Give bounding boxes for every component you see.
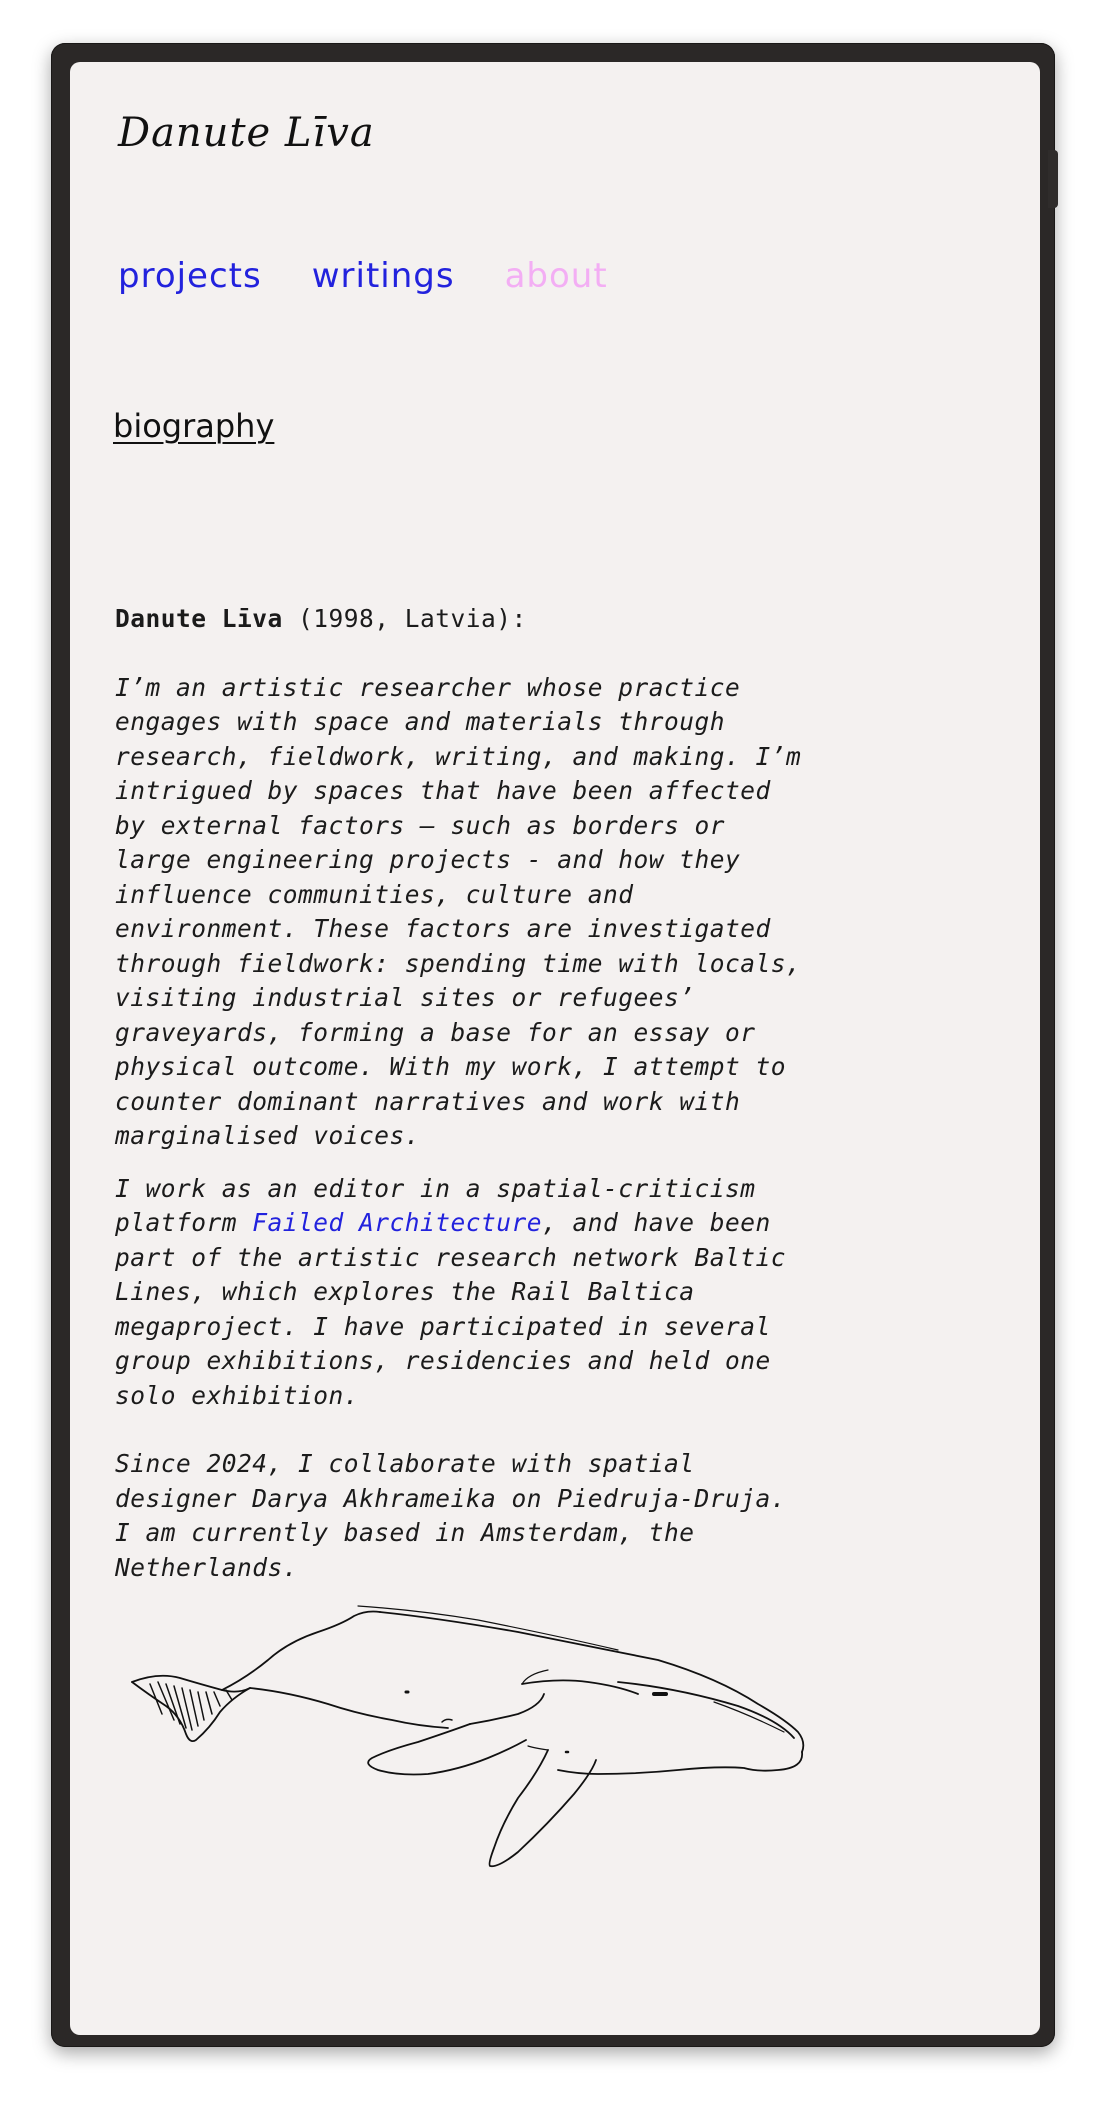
biography-paragraph-2 <box>115 1172 815 1414</box>
biography-text <box>115 602 815 1585</box>
nav-projects[interactable]: projects <box>118 256 262 296</box>
browser-viewport[interactable] <box>70 62 1040 2035</box>
nav-about[interactable]: about <box>504 256 608 296</box>
biography-heading: biography <box>113 407 275 445</box>
paragraph-3-line-1: Since 2024, I collaborate with spatial designer Darya Akhrameika on Piedruja-Druja. <box>115 1449 787 1513</box>
biography-paragraph-1: I’m an artistic researcher whose practice engages with space and materials through research, fieldwork, writing, and making. I’m intrigued by spaces that have been affected by external factors – such as borders or large engineering projects - and how they influence communities, culture and environment. These factors are investigated through fieldwork: spending time with locals, visiting industrial sites or refugees’ graveyards, forming a base for an essay or physical outcome. With my work, I attempt to counter dominant narratives and work with marginalised voices. <box>115 672 802 1150</box>
paragraph-2-text-before: I work as an editor in a spatial-criticism platform <box>115 1173 756 1237</box>
whale-drawing <box>118 1602 878 1972</box>
paragraph-3-line-2: I am currently based in Amsterdam, the Netherlands. <box>115 1518 695 1582</box>
author-birth: (1998, Latvia): <box>282 604 527 633</box>
paragraph-2-text-after: , and have been part of the artistic research network Baltic Lines, which explores the Rail Baltica megaproject. I have participated in several group exhibitions, residencies and held one solo exhibition. <box>115 1208 787 1410</box>
biography-paragraph-3 <box>115 1447 815 1585</box>
failed-architecture-link[interactable]: Failed Architecture <box>252 1208 543 1237</box>
site-title[interactable]: Danute Līva <box>118 110 375 156</box>
author-name: Danute Līva <box>115 604 283 633</box>
main-nav <box>118 256 608 296</box>
biography-intro <box>115 602 815 637</box>
nav-writings[interactable]: writings <box>311 256 455 296</box>
device-side-button <box>1048 150 1058 208</box>
